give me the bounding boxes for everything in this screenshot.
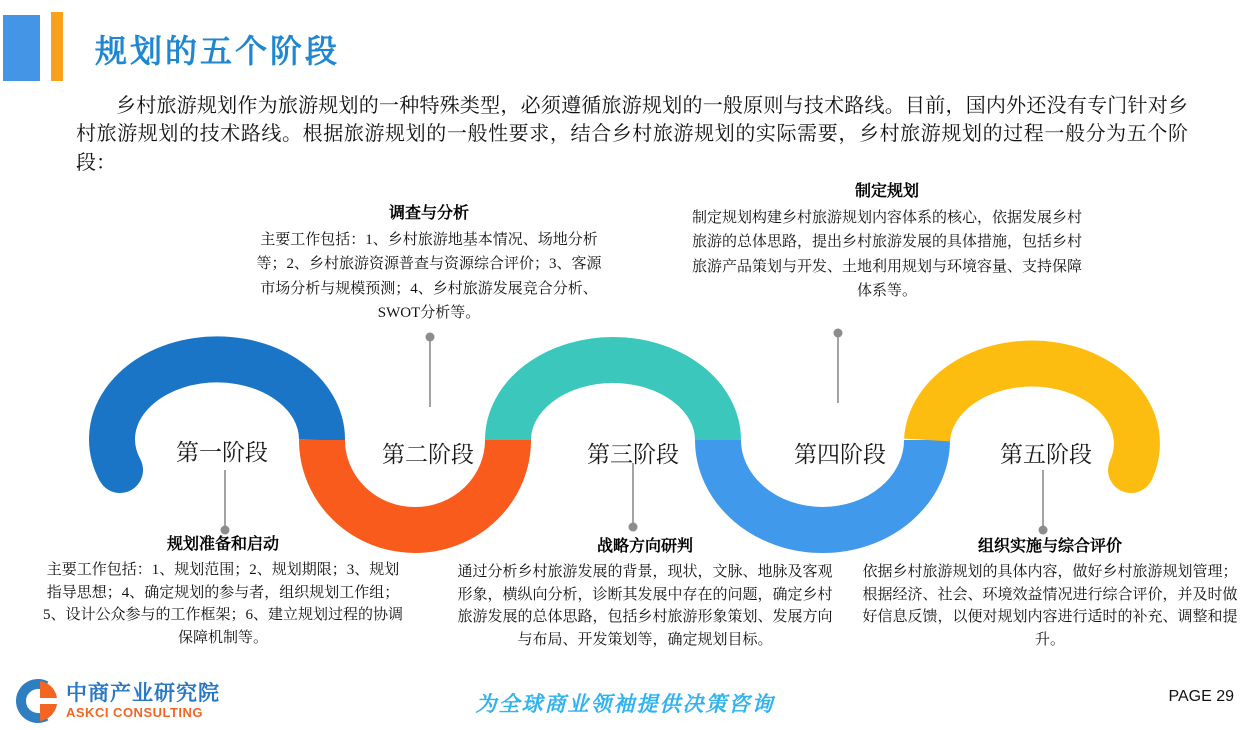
stage-4-description-block xyxy=(688,178,1086,303)
stage-5-description-title: 组织实施与综合评价 xyxy=(977,538,1122,555)
stage-2-description-block xyxy=(253,200,605,325)
stage-5-label: 第五阶段 xyxy=(1000,442,1092,467)
stage-4-description-title: 制定规划 xyxy=(854,183,919,200)
stage-4-description-text: 制定规划构建乡村旅游规划内容体系的核心，依据发展乡村旅游的总体思路，提出乡村旅游发展的具体措施，包括乡村旅游产品策划与开发、土地利用规划与环境容量、支持保障体系等。 xyxy=(691,210,1082,299)
wave-left-round-cap xyxy=(97,447,143,493)
stage-2-description-text: 主要工作包括：1、乡村旅游地基本情况、场地分析等；2、乡村旅游资源普查与资源综合评价；3、客源市场分析与规模预测；4、乡村旅游发展竞合分析、SWOT分析等。 xyxy=(256,232,602,321)
stage-5-description-block xyxy=(858,533,1242,651)
stage-3-connector-dot xyxy=(629,523,638,532)
page-number: PAGE 29 xyxy=(1168,688,1234,705)
stage-1-description-text: 主要工作包括：1、规划范围；2、规划期限；3、规划指导思想；4、确定规划的参与者，组织规划工作组；5、设计公众参与的工作框架；6、建立规划过程的协调保障机制等。 xyxy=(42,562,403,646)
logo-chinese-name: 中商产业研究院 xyxy=(66,681,220,705)
stage-1-description-block xyxy=(42,531,404,649)
stage-2-connector-dot xyxy=(426,333,435,342)
stage-3-label: 第三阶段 xyxy=(587,442,679,467)
wave-right-round-cap xyxy=(1108,447,1154,493)
page-title: 规划的五个阶段 xyxy=(95,33,341,69)
intro-paragraph: 乡村旅游规划作为旅游规划的一种特殊类型，必须遵循旅游规划的一般原则与技术路线。目前，国内外还没有专门针对乡村旅游规划的技术路线。根据旅游规划的一般性要求，结合乡村旅游规划的实际需要，乡村旅游规划的过程一般分为五个阶段： xyxy=(76,95,1188,174)
stage-3-description-block xyxy=(453,533,837,651)
stage-1-description-title: 规划准备和启动 xyxy=(166,536,279,553)
stage-2-description-title: 调查与分析 xyxy=(388,205,469,222)
stage-4-connector-dot xyxy=(834,329,843,338)
stage-1-label: 第一阶段 xyxy=(176,440,268,465)
footer-tagline: 为全球商业领袖提供决策咨询 xyxy=(475,692,775,716)
stage-2-label: 第二阶段 xyxy=(382,442,474,467)
stage-3-description-text: 通过分析乡村旅游发展的背景，现状，文脉、地脉及客观形象，横纵向分析，诊断其发展中存在的问题，确定乡村旅游发展的总体思路，包括乡村旅游形象策划、发展方向与布局、开发策划等，确定规划目标。 xyxy=(457,564,833,648)
stage-3-arc xyxy=(508,360,718,440)
stage-3-description-title: 战略方向研判 xyxy=(596,538,693,555)
logo-english-name: ASKCI CONSULTING xyxy=(66,705,204,721)
stage-4-label: 第四阶段 xyxy=(794,442,886,467)
stage-5-description-text: 依据乡村旅游规划的具体内容，做好乡村旅游规划管理；根据经济、社会、环境效益情况进行综合评价，并及时做好信息反馈，以便对规划内容进行适时的补充、调整和提升。 xyxy=(862,564,1238,648)
